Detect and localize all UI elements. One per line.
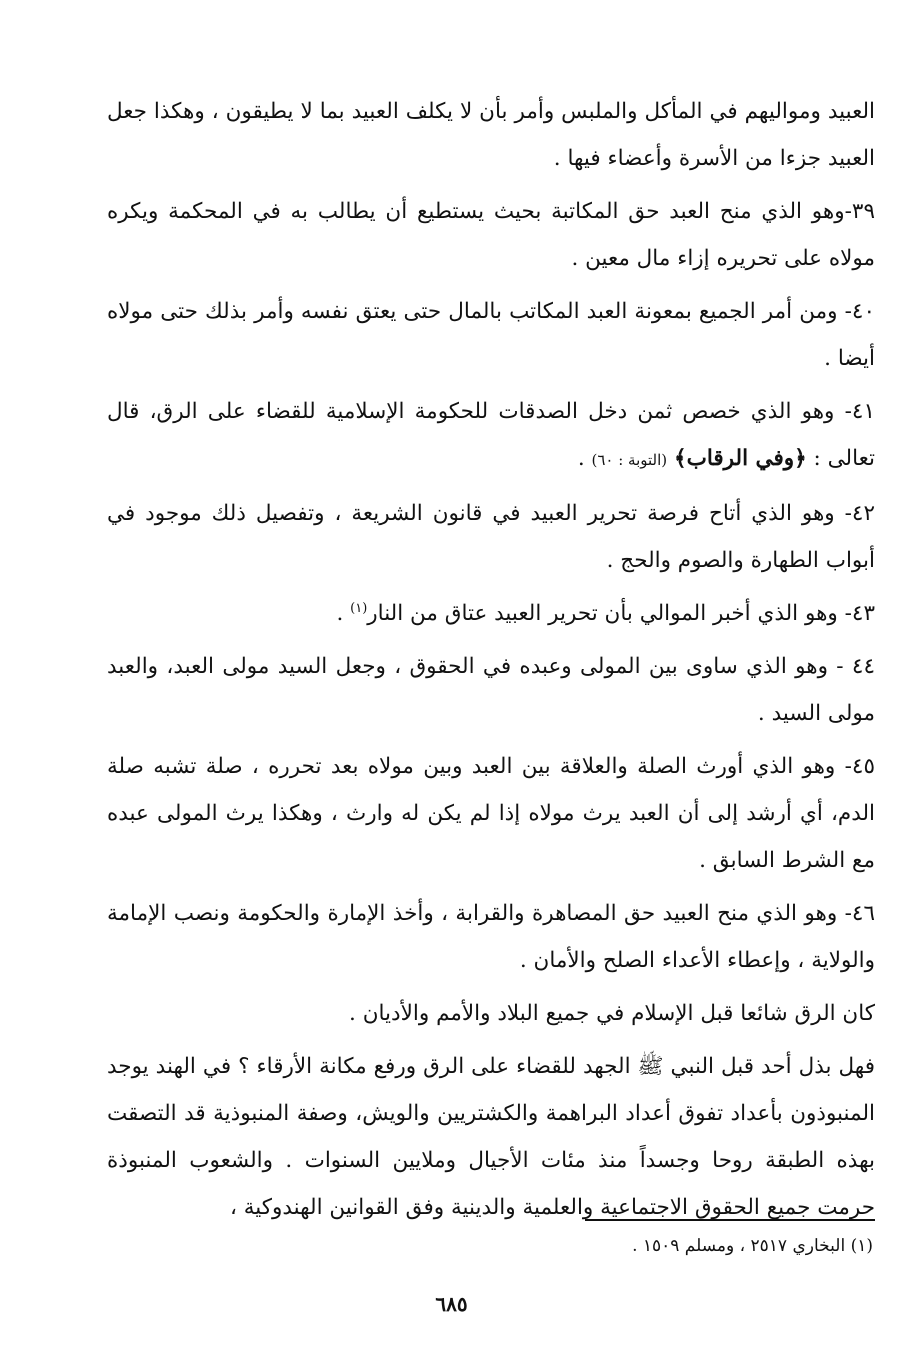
paragraph-41-end: . — [577, 446, 592, 471]
paragraph-43-text: ٤٣- وهو الذي أخبر الموالي بأن تحرير العبيد عتاق من النار — [367, 601, 875, 626]
paragraph-43-end: . — [336, 601, 351, 626]
paragraph-40: ٤٠- ومن أمر الجميع بمعونة العبد المكاتب بالمال حتى يعتق نفسه وأمر بذلك حتى مولاه أيضا . — [107, 299, 875, 371]
footnote-divider — [585, 1219, 875, 1221]
paragraph-45: ٤٥- وهو الذي أورث الصلة والعلاقة بين العبد وبين مولاه بعد تحرره ، صلة تشبه صلة الدم، أي أرشد إلى أن العبد يرث مولاه إذا لم يكن له وارث ، وهكذا يرث المولى عبده مع الشرط السابق . — [107, 754, 875, 873]
paragraph-44: ٤٤ - وهو الذي ساوى بين المولى وعبده في الحقوق ، وجعل السيد مولى العبد، والعبد مولى السيد . — [107, 654, 875, 726]
paragraph-42: ٤٢- وهو الذي أتاح فرصة تحرير العبيد في قانون الشريعة ، وتفصيل ذلك موجود في أبواب الطهارة والصوم والحج . — [107, 501, 875, 573]
paragraph-43 — [107, 590, 875, 637]
footnote-marker[interactable]: (١) — [350, 600, 368, 616]
paragraph-india: فهل بذل أحد قبل النبي ﷺ الجهد للقضاء على الرق ورفع مكانة الأرقاء ؟ في الهند يوجد المنبوذون بأعداد تفوق أعداد البراهمة والكشتريين والويش، وصفة المنبوذية قد التصقت بهذه الطبقة روحا وجسداً منذ مئات الأجيال وملايين السنوات . والشعوب المنبوذة حرمت جميع الحقوق الاجتماعية والعلمية والدينية وفق القوانين الهندوكية ، — [107, 1054, 875, 1220]
paragraph-41 — [107, 388, 875, 484]
paragraph-39: ٣٩-وهو الذي منح العبد حق المكاتبة بحيث يستطيع أن يطالب به في المحكمة ويكره مولاه على تحريره إزاء مال معين . — [107, 199, 875, 271]
main-text — [107, 88, 875, 1237]
quran-quote: ﴿وفي الرقاب﴾ — [673, 446, 807, 471]
paragraph-41-text: ٤١- وهو الذي خصص ثمن دخل الصدقات للحكومة الإسلامية للقضاء على الرق، قال تعالى : — [107, 399, 875, 471]
footnote: (١) البخاري ٢٥١٧ ، ومسلم ١٥٠٩ . — [632, 1236, 873, 1256]
paragraph-intro: العبيد ومواليهم في المأكل والملبس وأمر بأن لا يكلف العبيد بما لا يطيقون ، وهكذا جعل العبيد جزءا من الأسرة وأعضاء فيها . — [107, 99, 875, 171]
paragraph-46: ٤٦- وهو الذي منح العبيد حق المصاهرة والقرابة ، وأخذ الإمارة والحكومة ونصب الإمامة والولاية ، وإعطاء الأعداء الصلح والأمان . — [107, 901, 875, 973]
page-number: ٦٨٥ — [435, 1292, 468, 1316]
paragraph-slavery: كان الرق شائعا قبل الإسلام في جميع البلاد والأمم والأديان . — [349, 1001, 875, 1026]
quran-reference: (التوبة : ٦٠) — [591, 451, 668, 469]
